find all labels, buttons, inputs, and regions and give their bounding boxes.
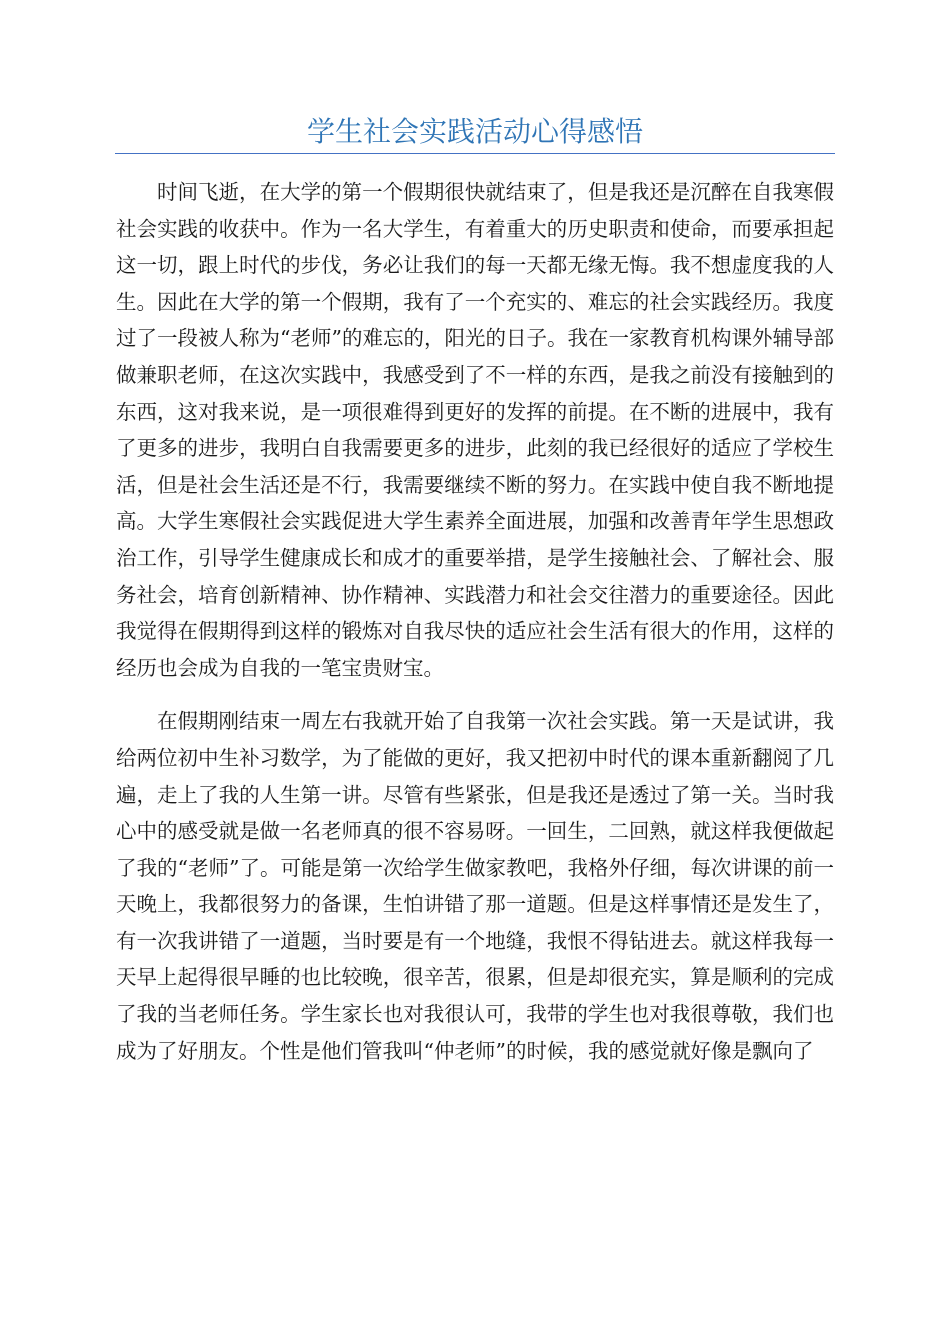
paragraph-2: 在假期刚结束一周左右我就开始了自我第一次社会实践。第一天是试讲，我给两位初中生补习数学，为了能做的更好，我又把初中时代的课本重新翻阅了几遍，走上了我的人生第一讲。尽管有些紧张，但是我还是透过了第一关。当时我心中的感受就是做一名老师真的很不容易呀。一回生，二回熟，就这样我便做起了我的“老师”了。可能是第一次给学生做家教吧，我格外仔细，每次讲课的前一天晚上，我都很努力的备课，生怕讲错了那一道题。但是这样事情还是发生了，有一次我讲错了一道题，当时要是有一个地缝，我恨不得钻进去。就这样我每一天早上起得很早睡的也比较晚，很辛苦，很累，但是却很充实，算是顺利的完成了我的当老师任务。学生家长也对我很认可，我带的学生也对我很尊敬，我们也成为了好朋友。个性是他们管我叫“仲老师”的时候，我的感觉就好像是飘向了 [116,709,834,1063]
document-body [116,174,834,1069]
paragraph-1: 时间飞逝，在大学的第一个假期很快就结束了，但是我还是沉醉在自我寒假社会实践的收获中。作为一名大学生，有着重大的历史职责和使命，而要承担起这一切，跟上时代的步伐，务必让我们的每一天都无缘无悔。我不想虚度我的人生。因此在大学的第一个假期，我有了一个充实的、难忘的社会实践经历。我度过了一段被人称为“老师”的难忘的，阳光的日子。我在一家教育机构课外辅导部做兼职老师，在这次实践中，我感受到了不一样的东西，是我之前没有接触到的东西，这对我来说，是一项很难得到更好的发挥的前提。在不断的进展中，我有了更多的进步，我明白自我需要更多的进步，此刻的我已经很好的适应了学校生活，但是社会生活还是不行，我需要继续不断的努力。在实践中使自我不断地提高。大学生寒假社会实践促进大学生素养全面进展，加强和改善青年学生思想政治工作，引导学生健康成长和成才的重要举措，是学生接触社会、了解社会、服务社会，培育创新精神、协作精神、实践潜力和社会交往潜力的重要途径。因此我觉得在假期得到这样的锻炼对自我尽快的适应社会生活有很大的作用，这样的经历也会成为自我的一笔宝贵财宝。 [116,180,834,680]
document-title: 学生社会实践活动心得感悟 [306,115,643,148]
title-underline [115,153,835,154]
